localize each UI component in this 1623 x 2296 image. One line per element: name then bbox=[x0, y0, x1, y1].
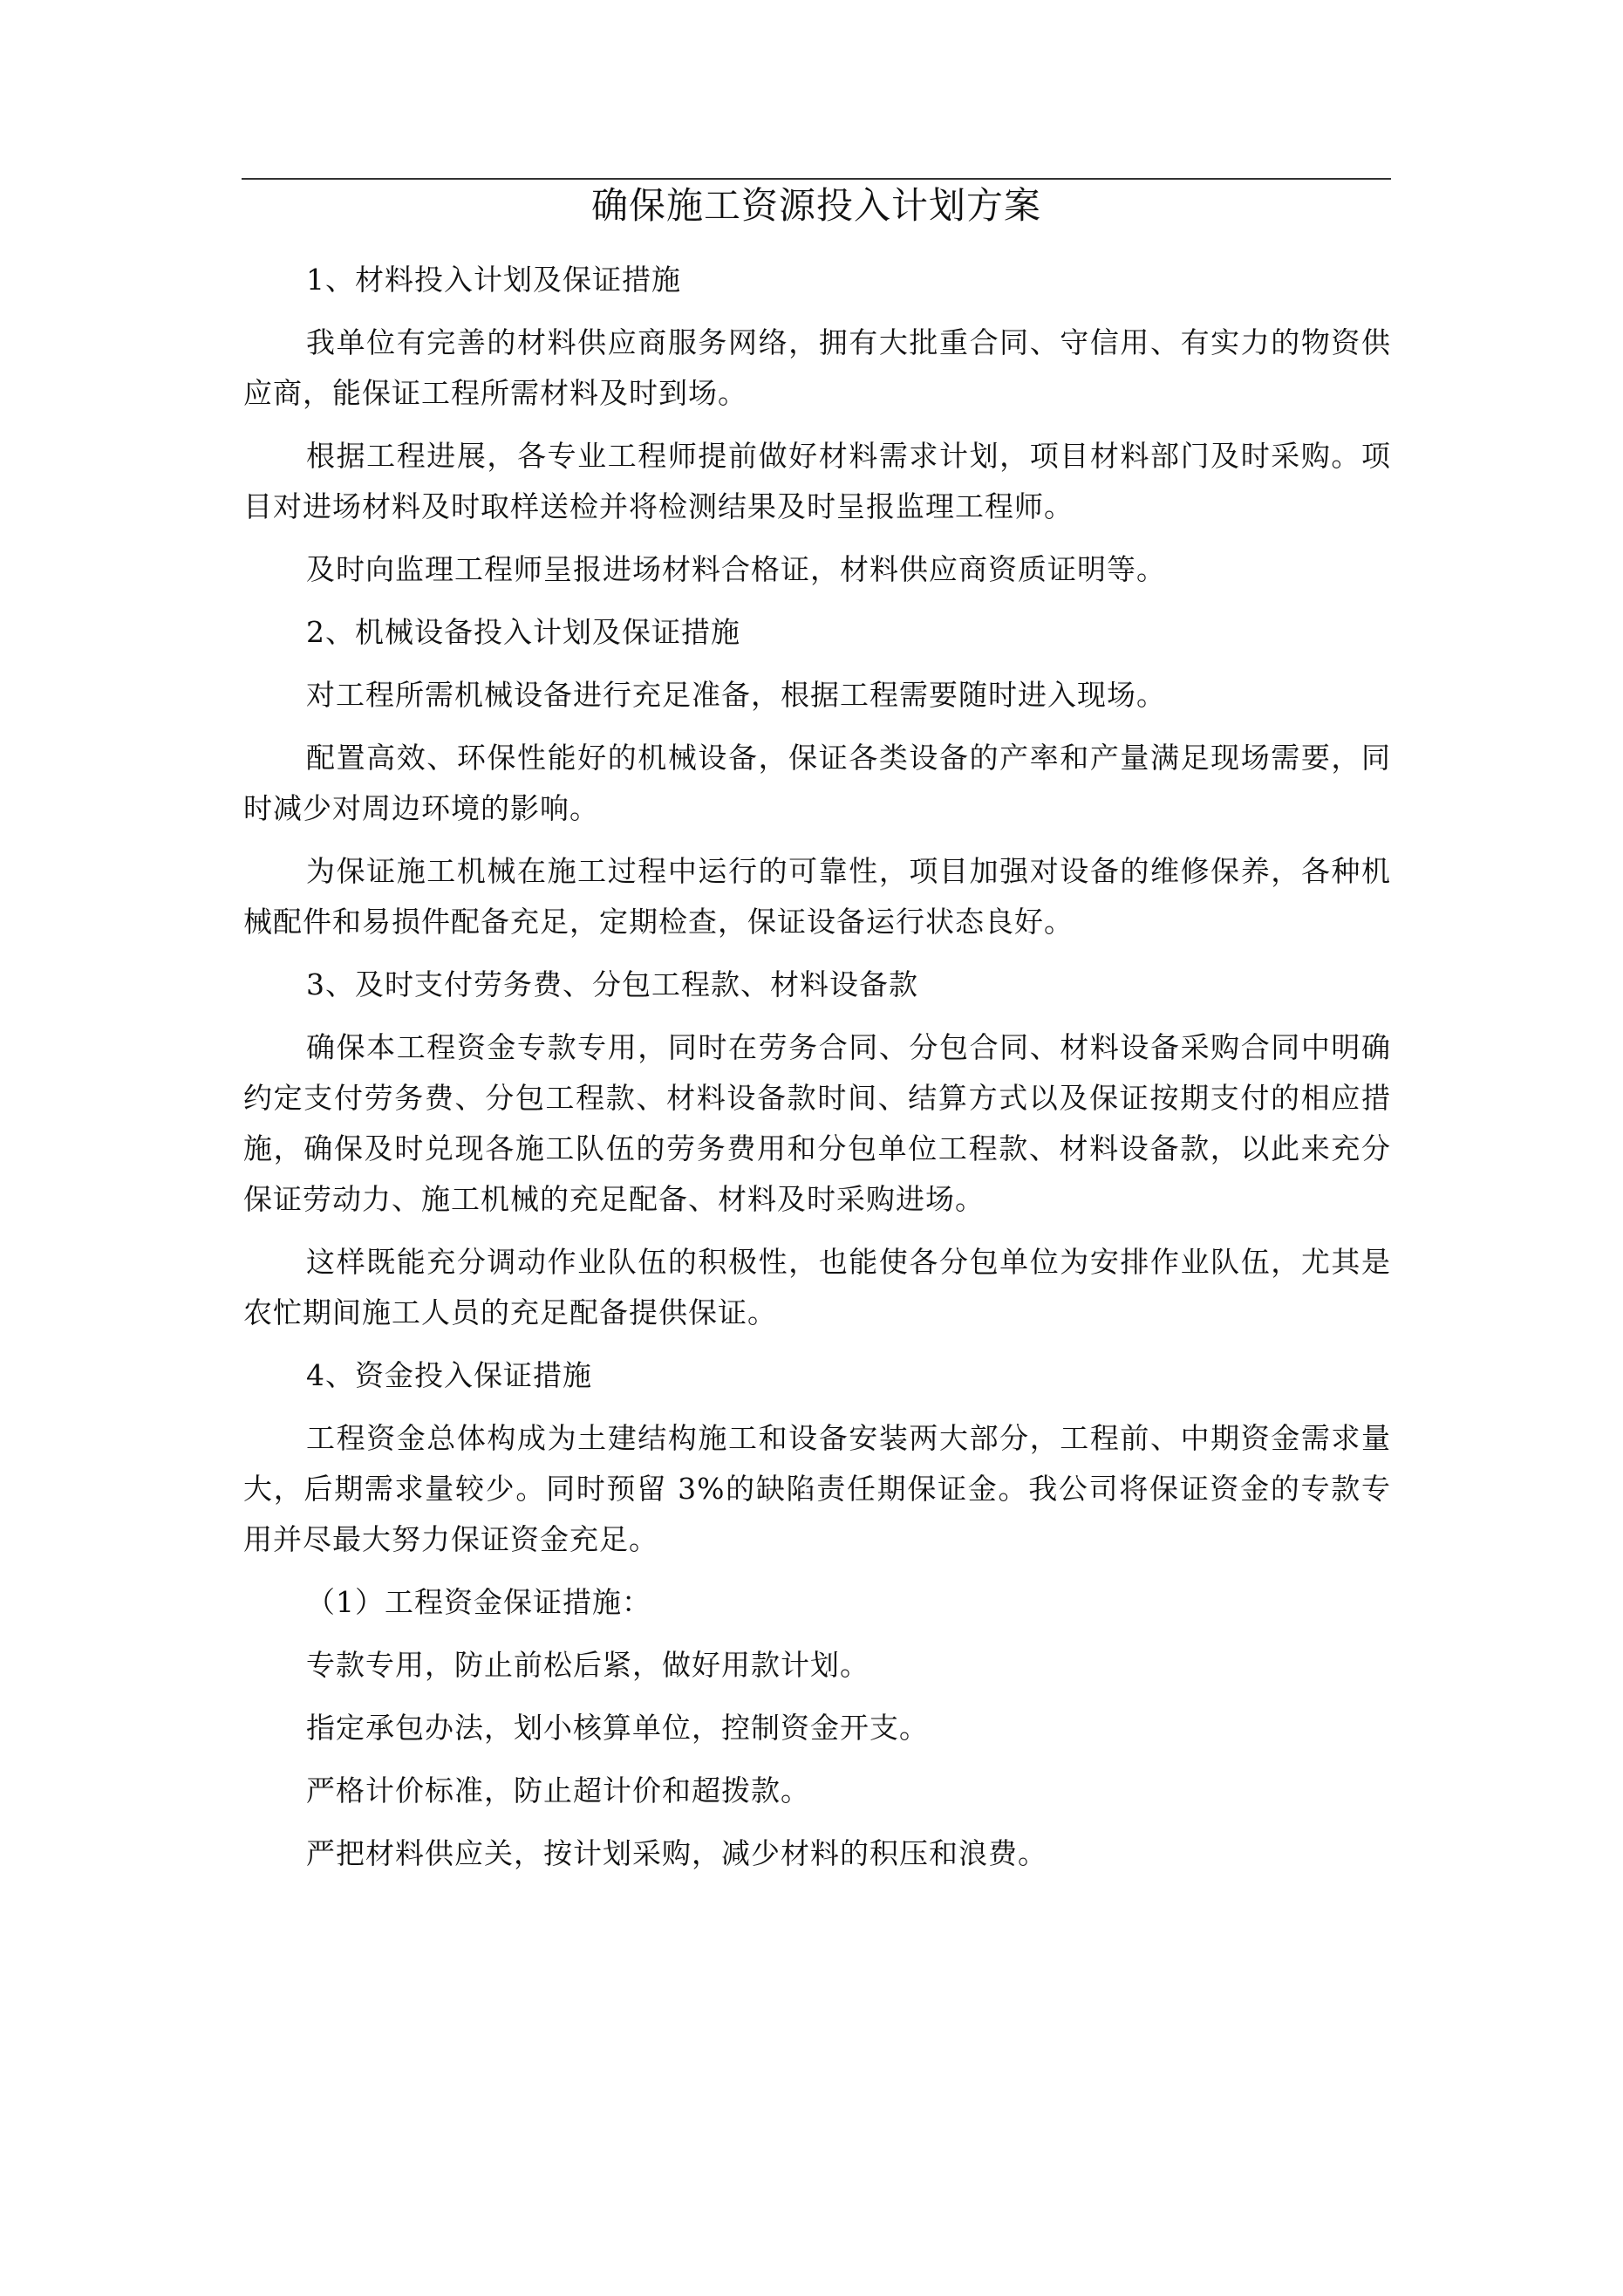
paragraph: 及时向监理工程师呈报进场材料合格证，材料供应商资质证明等。 bbox=[306, 552, 1166, 586]
paragraph: 工程资金总体构成为土建结构施工和设备安装两大部分，工程前、中期资金需求量大，后期需求量较少。同时预留 3%的缺陷责任期保证金。我公司将保证资金的专款专用并尽最大努力保证资金充足。 bbox=[243, 1421, 1391, 1556]
paragraph: 配置高效、环保性能好的机械设备，保证各类设备的产率和产量满足现场需要，同时减少对周边环境的影响。 bbox=[243, 741, 1391, 825]
section-heading-funding: 4、资金投入保证措施 bbox=[306, 1358, 592, 1392]
list-item: 专款专用，防止前松后紧，做好用款计划。 bbox=[306, 1648, 869, 1682]
paragraph: 我单位有完善的材料供应商服务网络，拥有大批重合同、守信用、有实力的物资供应商，能保证工程所需材料及时到场。 bbox=[243, 325, 1391, 410]
paragraph: 为保证施工机械在施工过程中运行的可靠性，项目加强对设备的维修保养，各种机械配件和易损件配备充足，定期检查，保证设备运行状态良好。 bbox=[243, 854, 1391, 939]
list-item: 严格计价标准，防止超计价和超拨款。 bbox=[306, 1773, 810, 1807]
section-heading-materials: 1、材料投入计划及保证措施 bbox=[306, 263, 681, 297]
subsection-heading-funding-measures: （1）工程资金保证措施： bbox=[306, 1585, 651, 1619]
section-heading-machinery: 2、机械设备投入计划及保证措施 bbox=[306, 615, 740, 649]
paragraph: 根据工程进展，各专业工程师提前做好材料需求计划，项目材料部门及时采购。项目对进场材料及时取样送检并将检测结果及时呈报监理工程师。 bbox=[243, 439, 1391, 523]
paragraph: 对工程所需机械设备进行充足准备，根据工程需要随时进入现场。 bbox=[306, 678, 1166, 712]
list-item: 指定承包办法，划小核算单位，控制资金开支。 bbox=[306, 1711, 929, 1745]
section-heading-payments: 3、及时支付劳务费、分包工程款、材料设备款 bbox=[306, 967, 918, 1001]
document-title: 确保施工资源投入计划方案 bbox=[590, 184, 1041, 227]
paragraph: 确保本工程资金专款专用，同时在劳务合同、分包合同、材料设备采购合同中明确约定支付劳务费、分包工程款、材料设备款时间、结算方式以及保证按期支付的相应措施，确保及时兑现各施工队伍的劳务费用和分包单位工程款、材料设备款，以此来充分保证劳动力、施工机械的充足配备、材料及时采购进场。 bbox=[243, 1030, 1391, 1216]
list-item: 严把材料供应关，按计划采购，减少材料的积压和浪费。 bbox=[306, 1836, 1047, 1870]
document-body bbox=[243, 255, 1391, 1891]
paragraph: 这样既能充分调动作业队伍的积极性，也能使各分包单位为安排作业队伍，尤其是农忙期间施工人员的充足配备提供保证。 bbox=[243, 1245, 1391, 1329]
